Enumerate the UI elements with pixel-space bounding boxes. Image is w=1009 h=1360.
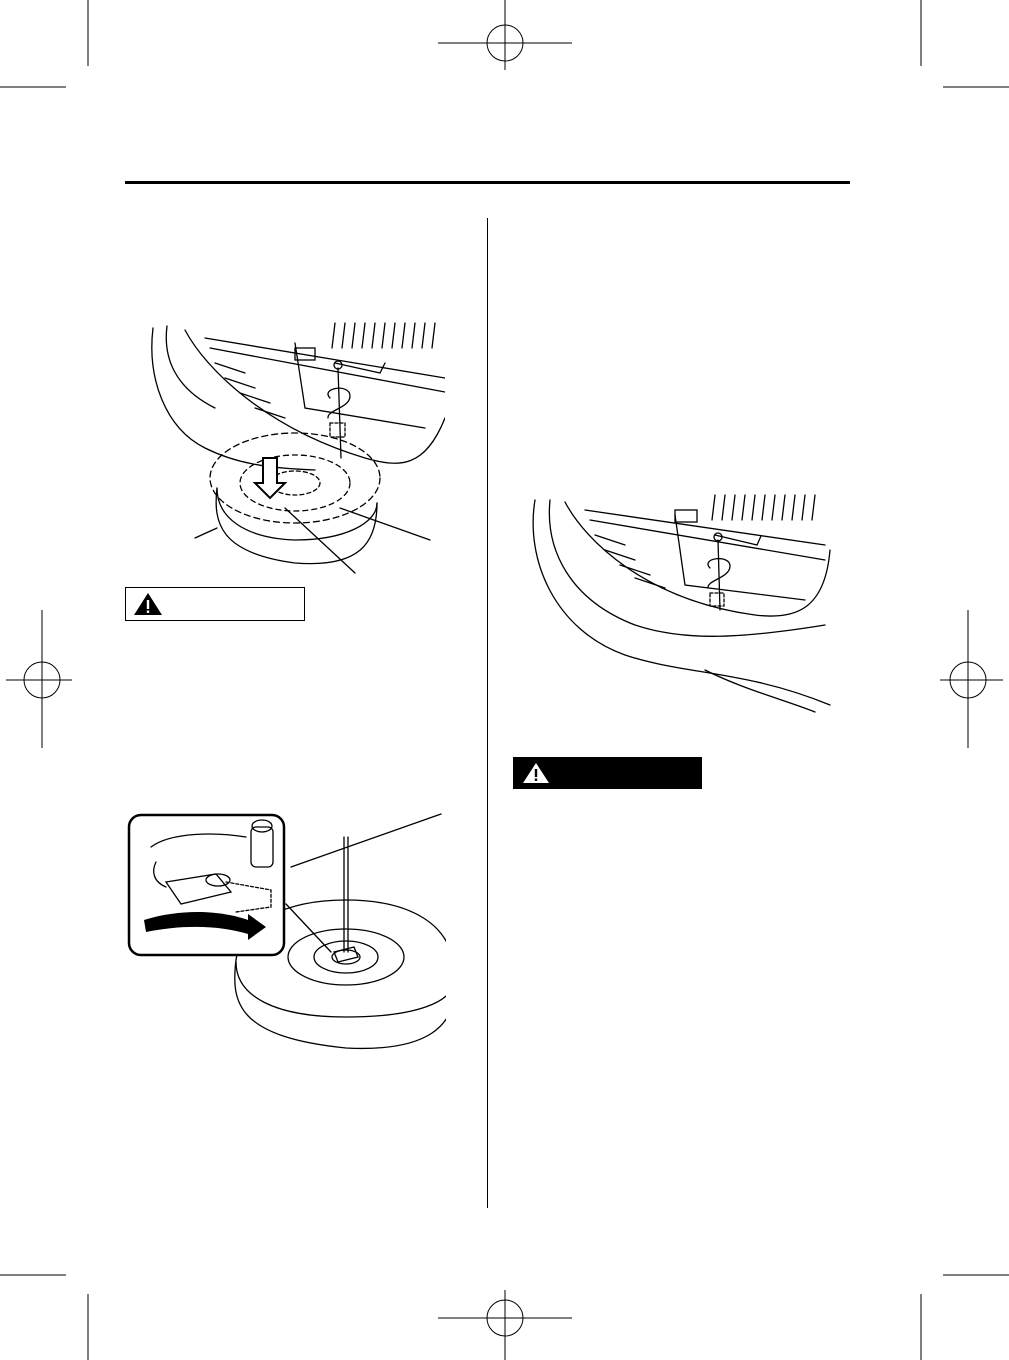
header-rule (125, 181, 850, 184)
spare-tire-hook-illustration (126, 812, 446, 1058)
caution-label-box-filled (513, 757, 702, 789)
caution-label-box (125, 587, 305, 621)
warning-triangle-icon (521, 761, 551, 785)
column-divider (487, 218, 488, 1208)
spare-tire-lowering-illustration (145, 318, 445, 578)
warning-triangle-icon (132, 591, 164, 617)
spare-tire-carrier-raising-illustration (525, 490, 835, 745)
